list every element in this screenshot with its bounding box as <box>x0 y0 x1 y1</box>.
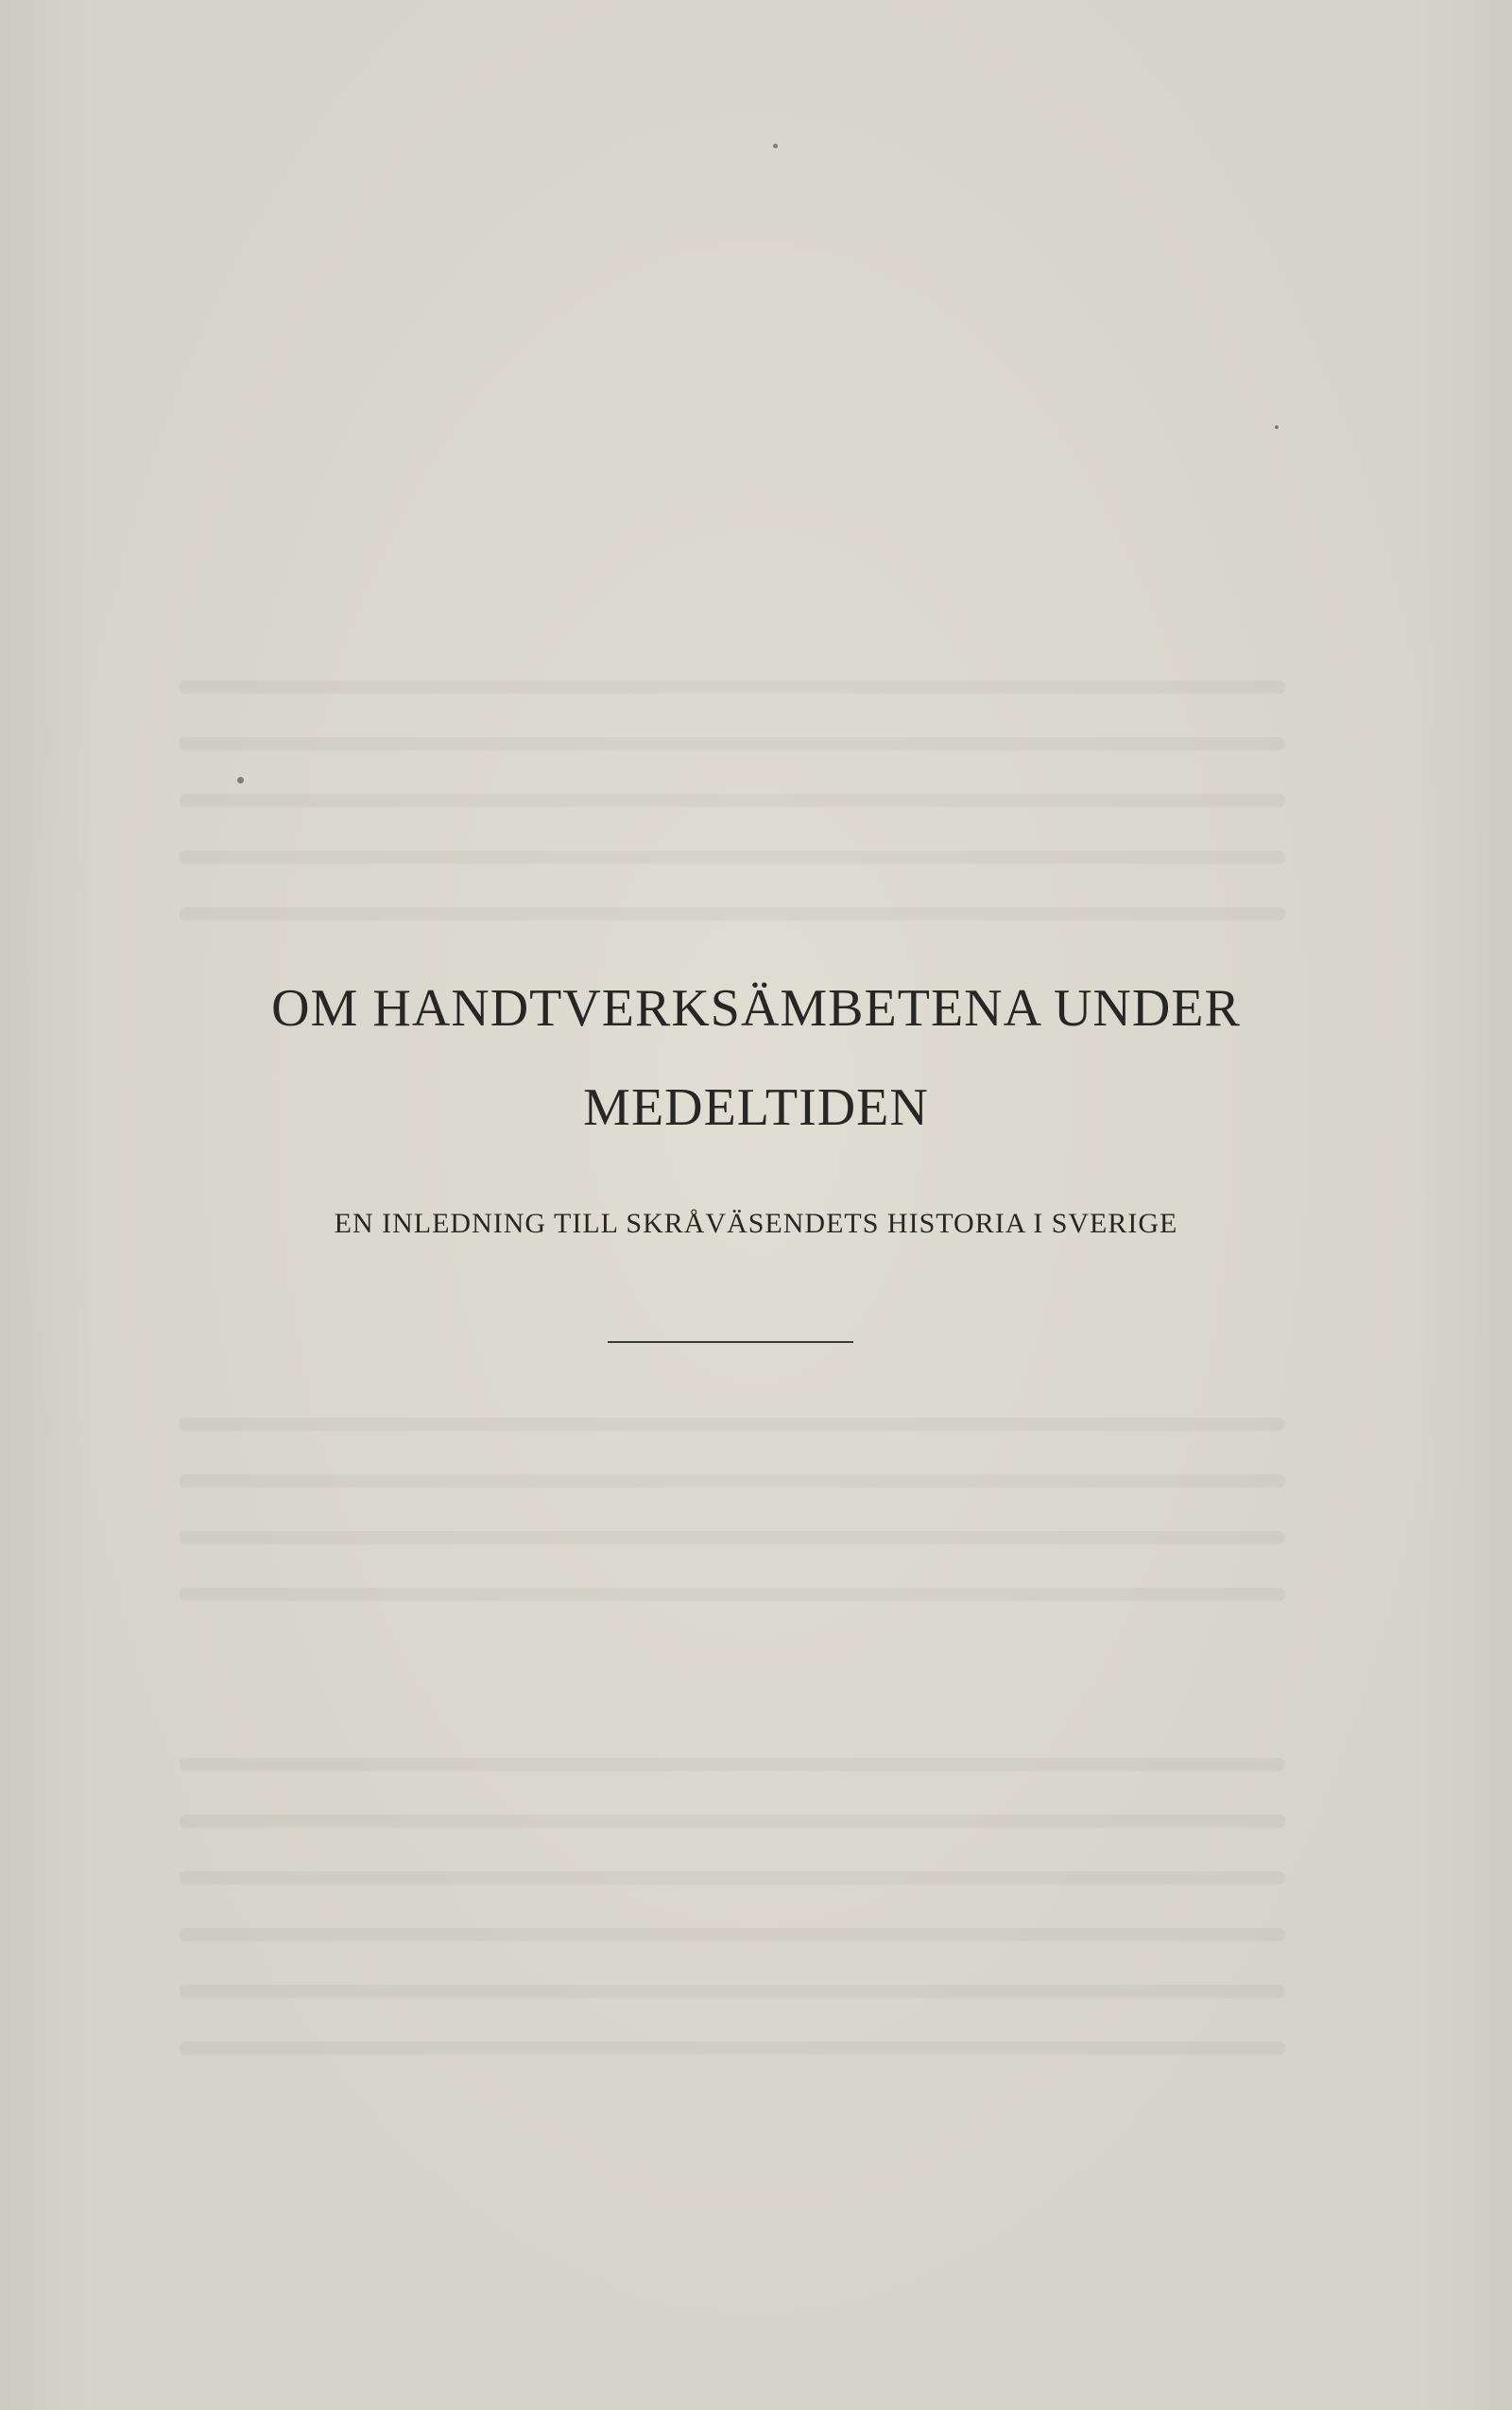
paper-speck <box>1275 425 1279 429</box>
bleed-through-mark <box>180 2041 1285 2055</box>
bleed-through-mark <box>180 1985 1285 1998</box>
title-line-1: OM HANDTVERKSÄMBETENA UNDER <box>271 979 1241 1038</box>
horizontal-rule <box>608 1341 853 1343</box>
bleed-through-mark <box>180 1758 1285 1771</box>
bleed-through-mark <box>180 1474 1285 1488</box>
bleed-through-mark <box>180 1531 1285 1544</box>
bleed-through-mark <box>180 794 1285 807</box>
bleed-through-mark <box>180 1815 1285 1828</box>
bleed-through-mark <box>180 907 1285 921</box>
bleed-through-mark <box>180 1871 1285 1885</box>
paper-speck <box>237 777 244 783</box>
bleed-through-mark <box>180 1588 1285 1601</box>
bleed-through-mark <box>180 1928 1285 1941</box>
bleed-through-mark <box>180 851 1285 864</box>
paper-speck <box>773 144 778 148</box>
bleed-through-mark <box>180 680 1285 694</box>
title-line-2: MEDELTIDEN <box>583 1078 929 1137</box>
bleed-through-mark <box>180 1418 1285 1431</box>
bleed-through-mark <box>180 737 1285 750</box>
subtitle: EN INLEDNING TILL SKRÅVÄSENDETS HISTORIA I SVERIGE <box>334 1208 1178 1239</box>
